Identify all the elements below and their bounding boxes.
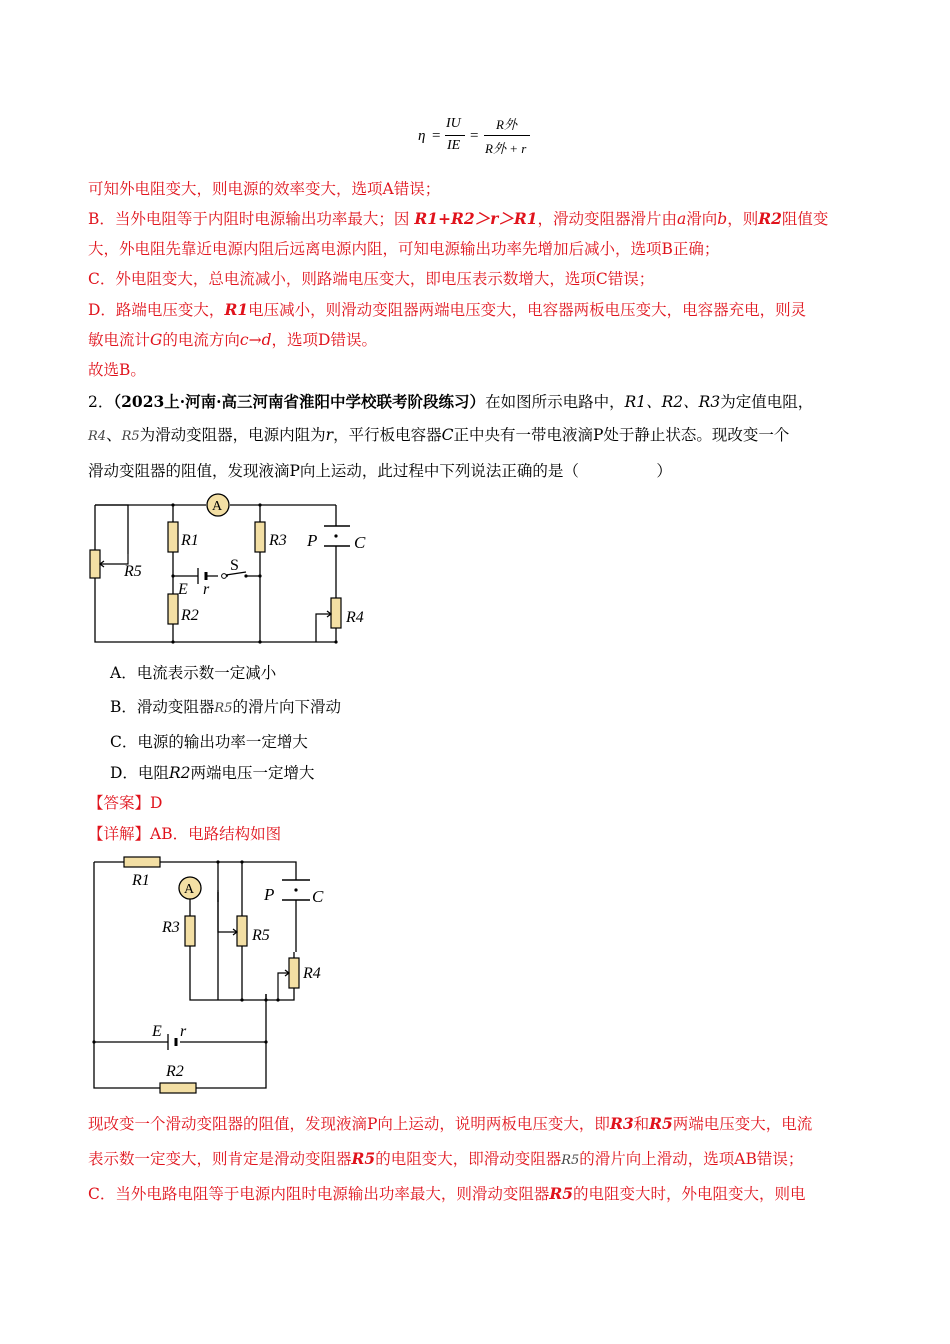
detail-text: AB．电路结构如图: [150, 825, 282, 843]
text-seg: R5: [121, 429, 140, 444]
text-seg: R3: [609, 1114, 634, 1133]
text-seg: 的电阻变大，即滑动变阻器: [375, 1150, 562, 1168]
circuit1-r5-label: R5: [124, 563, 142, 580]
circuit1-r-label: r: [203, 581, 210, 598]
text-seg: 在如图所示电路中，: [485, 393, 625, 411]
question-2-line-2: [88, 424, 789, 448]
circuit2-r1-label: R1: [132, 872, 150, 889]
text-seg: R5: [351, 1149, 376, 1168]
text-seg: D．电阻: [110, 764, 169, 782]
circuit1-ammeter-label: A: [212, 499, 223, 514]
formula-bar2: [484, 135, 530, 136]
text-line-7: 故选B。: [88, 361, 146, 379]
text-line-3: 大，外电阻先靠近电源内阻后远离电源内阻，可知电源输出功率先增加后减小，选项B正确；: [88, 240, 720, 258]
text-seg: 的电阻变大时，外电阻变大，则电: [573, 1185, 806, 1203]
text-seg: R2: [168, 764, 191, 782]
circuit-diagram-1: [88, 490, 388, 650]
formula-num2: R外: [496, 117, 517, 132]
text-seg: 为定值电阻，: [720, 393, 814, 411]
text-seg: 为滑动变阻器，电源内阻为: [139, 426, 326, 444]
text-seg: R5: [549, 1184, 574, 1203]
text-seg: ，滑动变阻器滑片由: [537, 210, 677, 228]
text-seg: 现改变一个滑动变阻器的阻值，发现液滴P向上运动，说明两板电压变大，即: [88, 1115, 610, 1133]
text-line-6: [88, 329, 377, 351]
text-seg: 两端电压变大，电流: [672, 1115, 813, 1133]
circuit1-r4-label: R4: [346, 609, 364, 626]
text-seg: 正中央有一带电液滴P处于静止状态。现改变一个: [453, 426, 790, 444]
text-seg: a: [677, 210, 687, 228]
circuit2-r4-label: R4: [303, 965, 321, 982]
formula-den2: R外 + r: [485, 141, 527, 156]
formula-eta: η: [418, 128, 426, 144]
circuit1-e-label: E: [178, 581, 188, 598]
text-line-1: 可知外电阻变大，则电源的效率变大，选项A错误；: [88, 180, 441, 198]
text-seg: R1: [224, 300, 249, 319]
circuit1-c-label: C: [354, 533, 366, 552]
answer-tag: 【答案】: [88, 794, 151, 812]
text-seg: R1+R2＞r＞R1: [414, 209, 538, 228]
answer-line: [88, 792, 162, 814]
text-seg: R5: [649, 1114, 673, 1133]
text-seg: 和: [633, 1115, 650, 1133]
text-seg: ，平行板电容器: [333, 426, 442, 444]
circuit2-e-label: E: [152, 1023, 162, 1040]
option-a: A．电流表示数一定减小: [110, 664, 277, 682]
tail-line-3: [88, 1183, 806, 1205]
text-seg: 阻值变: [781, 210, 829, 228]
circuit2-r3-label: R3: [162, 919, 180, 936]
text-seg: b: [717, 210, 728, 228]
text-seg: B．滑动变阻器: [110, 698, 215, 716]
circuit2-ammeter-label: A: [184, 882, 195, 897]
circuit2-p-label: P: [264, 885, 275, 904]
text-seg: R4: [88, 429, 107, 444]
formula-eq1: =: [432, 128, 441, 144]
text-seg: ，则: [727, 210, 759, 228]
text-seg: C．当外电路电阻等于电源内阻时电源输出功率最大，则滑动变阻器: [88, 1185, 550, 1203]
text-seg: 表示数一定变大，则肯定是滑动变阻器: [88, 1150, 352, 1168]
formula-bar1: [445, 135, 465, 136]
text-seg: c→d: [239, 331, 272, 349]
text-line-4: C．外电阻变大，总电流减小，则路端电压变大，即电压表示数增大，选项C错误；: [88, 270, 655, 288]
question-2-line-1: [88, 391, 813, 413]
option-c: C．电源的输出功率一定增大: [110, 733, 308, 751]
question-number: 2．: [88, 393, 114, 411]
text-seg: B．当外电阻等于内阻时电源输出功率最大；因: [88, 210, 415, 228]
detail-tag: 【详解】: [88, 825, 151, 843]
circuit2-r-label: r: [180, 1023, 187, 1040]
text-seg: R2: [758, 209, 782, 228]
tail-line-1: [88, 1113, 812, 1135]
text-seg: D．路端电压变大，: [88, 301, 225, 319]
circuit1-p-label: P: [307, 531, 318, 550]
circuit2-r2-label: R2: [166, 1063, 184, 1080]
text-seg: 电压减小，则滑动变阻器两端电压变大，电容器两板电压变大，电容器充电，则灵: [248, 301, 807, 319]
text-seg: 敏电流计: [88, 331, 151, 349]
text-seg: R5: [561, 1153, 580, 1168]
detail-line: [88, 823, 281, 845]
text-seg: 、: [106, 426, 122, 444]
text-seg: 两端电压一定增大: [190, 764, 315, 782]
text-seg: 滑向: [686, 210, 718, 228]
question-2-line-3: 滑动变阻器的阻值，发现液滴P向上运动，此过程中下列说法正确的是（ ）: [88, 462, 672, 480]
text-seg: R1、R2、R3: [624, 393, 721, 411]
text-seg: 的电流方向: [162, 331, 240, 349]
efficiency-formula: [418, 114, 548, 164]
option-d: [110, 762, 315, 784]
circuit-diagram-2: [88, 852, 338, 1098]
formula-eq2: =: [470, 128, 479, 144]
text-seg: 的滑片向下滑动: [232, 698, 341, 716]
text-line-2: [88, 208, 828, 230]
question-source: （2023上·河南·高三河南省淮阳中学校联考阶段练习）: [113, 392, 486, 411]
answer-value: D: [150, 794, 163, 812]
text-seg: ，选项D错误。: [271, 331, 377, 349]
text-seg: C: [441, 426, 454, 444]
circuit1-r1-label: R1: [181, 532, 199, 549]
text-line-5: [88, 299, 806, 321]
circuit2-r5-label: R5: [252, 927, 270, 944]
circuit1-r2-label: R2: [181, 607, 199, 624]
circuit1-s-label: S: [230, 557, 239, 574]
circuit1-r3-label: R3: [269, 532, 287, 549]
text-seg: 的滑片向上滑动，选项AB错误；: [579, 1150, 804, 1168]
text-seg: G: [150, 331, 163, 349]
formula-num1: IU: [446, 116, 461, 131]
text-seg: r: [325, 426, 334, 444]
tail-line-2: [88, 1148, 803, 1172]
text-seg: R5: [214, 701, 233, 716]
circuit2-c-label: C: [312, 887, 324, 906]
option-b: [110, 696, 341, 720]
formula-den1: IE: [447, 138, 461, 153]
